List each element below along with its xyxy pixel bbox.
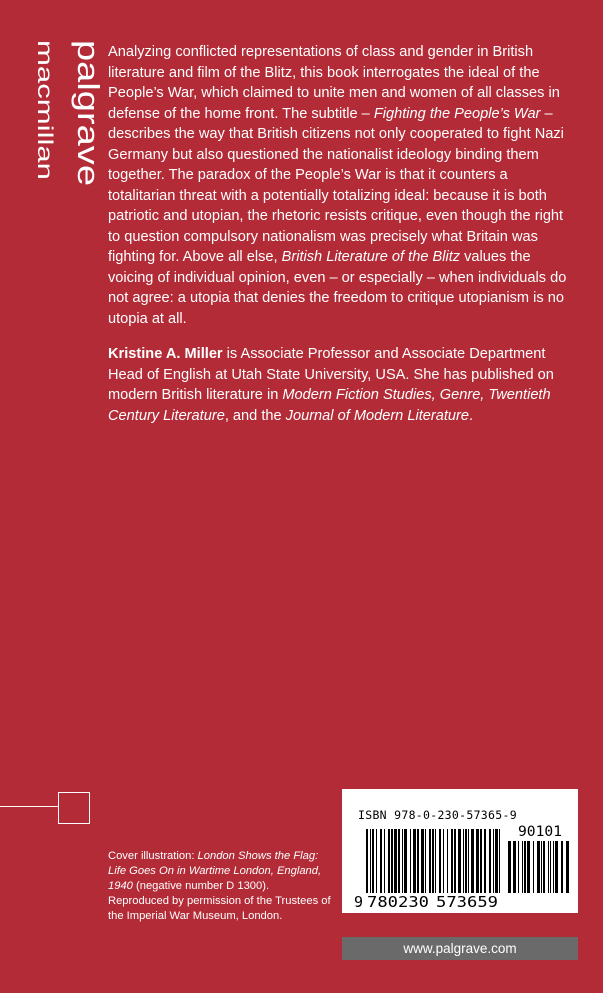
barcode-bar bbox=[451, 829, 453, 893]
barcode-bar bbox=[404, 829, 407, 893]
description-paragraph bbox=[108, 42, 578, 329]
barcode-bar bbox=[555, 841, 558, 893]
addon-barcode-bars bbox=[508, 841, 569, 893]
credit-prefix: Cover illustration: bbox=[108, 850, 198, 862]
ean-prefix-digit: 9 bbox=[354, 893, 364, 911]
barcode-bar bbox=[527, 841, 530, 893]
journal-italic: Journal of Modern Literature bbox=[285, 407, 470, 424]
journals-italic: Modern Fiction Studies, Genre, Twentieth Century Literature bbox=[108, 387, 551, 424]
barcode-bar bbox=[495, 829, 498, 893]
barcode-bar bbox=[443, 829, 444, 893]
barcode-bar bbox=[413, 829, 416, 893]
description-text: values the voicing of individual opinion, even – or especially – when individuals do not agree: a utopia that denies the freedom to critique utopianism is no utopia at all. bbox=[108, 249, 567, 327]
author-name: Kristine A. Miller bbox=[108, 346, 223, 362]
barcode-bar bbox=[553, 841, 554, 893]
barcode-bar bbox=[417, 829, 419, 893]
barcode-bar bbox=[366, 829, 368, 893]
bio-text: is Associate Professor and Associate Department Head of English at Utah State University, USA. She has published on modern British literature in bbox=[108, 346, 554, 403]
credit-title-italic: London Shows the Flag: Life Goes On in Wartime London, England, 1940 bbox=[108, 850, 322, 892]
isbn-label: ISBN 978-0-230-57365-9 bbox=[358, 808, 517, 822]
barcode-bar bbox=[524, 841, 526, 893]
barcode-bar bbox=[432, 829, 434, 893]
barcode-bar bbox=[454, 829, 456, 893]
decorative-line bbox=[0, 806, 58, 807]
barcode-bar bbox=[372, 829, 374, 893]
barcode-bar bbox=[370, 829, 371, 893]
barcode-bar bbox=[394, 829, 397, 893]
barcode-bar bbox=[429, 829, 431, 893]
barcode-bar bbox=[388, 829, 390, 893]
barcode-bar bbox=[537, 841, 540, 893]
addon-digits: 90101 bbox=[518, 824, 562, 840]
barcode-graphic bbox=[342, 789, 578, 913]
barcode-bar bbox=[380, 829, 382, 893]
bio-text: . bbox=[469, 407, 474, 424]
barcode-bar bbox=[543, 841, 545, 893]
logo-palgrave: palgrave bbox=[71, 40, 106, 159]
credit-suffix: (negative number D 1300). Reproduced by permission of the Trustees of the Imperial War Museum, London. bbox=[108, 880, 331, 922]
barcode-bar bbox=[468, 829, 469, 893]
barcode-bar bbox=[541, 841, 542, 893]
barcode-bar bbox=[425, 829, 426, 893]
main-barcode-bars bbox=[366, 829, 500, 893]
barcode-bar bbox=[550, 841, 551, 893]
barcode-bar bbox=[376, 829, 377, 893]
barcode-bar bbox=[566, 841, 569, 893]
publisher-url[interactable]: www.palgrave.com bbox=[342, 937, 578, 960]
barcode-bar bbox=[391, 829, 393, 893]
book-title-italic: British Literature of the Blitz bbox=[281, 249, 461, 265]
barcode-bar bbox=[489, 829, 491, 893]
decorative-square bbox=[58, 792, 90, 824]
barcode-bar bbox=[465, 829, 467, 893]
subtitle-italic: Fighting the People’s War bbox=[373, 105, 541, 122]
barcode-bar bbox=[493, 829, 494, 893]
bio-text: , and the bbox=[224, 407, 286, 424]
barcode-bar bbox=[402, 829, 403, 893]
logo-macmillan: macmillan bbox=[33, 40, 56, 135]
barcode-bar bbox=[435, 829, 436, 893]
barcode-bar bbox=[518, 841, 519, 893]
barcode-bar bbox=[513, 841, 516, 893]
barcode-bar bbox=[447, 829, 448, 893]
barcode-bar bbox=[384, 829, 385, 893]
ean-right-digits: 573659 bbox=[436, 893, 498, 911]
author-bio-paragraph bbox=[108, 344, 578, 426]
barcode-bar bbox=[480, 829, 482, 893]
barcode-bar bbox=[548, 841, 549, 893]
barcode-bar bbox=[458, 829, 461, 893]
cover-illustration-credit bbox=[108, 849, 333, 924]
barcode-bar bbox=[508, 841, 511, 893]
barcode-bar bbox=[471, 829, 474, 893]
barcode-bar bbox=[533, 841, 534, 893]
barcode-bar bbox=[463, 829, 464, 893]
barcode-bar bbox=[421, 829, 424, 893]
barcode-bar bbox=[499, 829, 500, 893]
description-text: Analyzing conflicted representations of class and gender in British literature and film of the Blitz, this book interrogates the ideal of the People’s War, which claimed to unite men and women of all classes in defense of the home front. The subtitle – bbox=[108, 44, 560, 122]
barcode-bar bbox=[484, 829, 486, 893]
barcode-bar bbox=[410, 829, 411, 893]
description-text: – describes the way that British citizens not only cooperated to fight Nazi Germany but also questioned the nationalist ideology binding them together. The paradox of the People’s War is that it counters a totalitarian threat with a potentially totalizing ideal: because it is both patriotic and utopian, the rhetoric resists critique, even though the right to question compulsory nationalism was precisely what Britain was fighting for. Above all else, bbox=[108, 105, 564, 265]
barcode-bar bbox=[398, 829, 400, 893]
barcode-bar bbox=[561, 841, 563, 893]
publisher-logo bbox=[4, 38, 106, 188]
isbn-barcode bbox=[342, 789, 578, 913]
ean-left-digits: 780230 bbox=[367, 893, 429, 911]
barcode-bar bbox=[476, 829, 479, 893]
barcode-bar bbox=[522, 841, 523, 893]
back-cover-blurb bbox=[108, 42, 578, 441]
barcode-bar bbox=[439, 829, 441, 893]
